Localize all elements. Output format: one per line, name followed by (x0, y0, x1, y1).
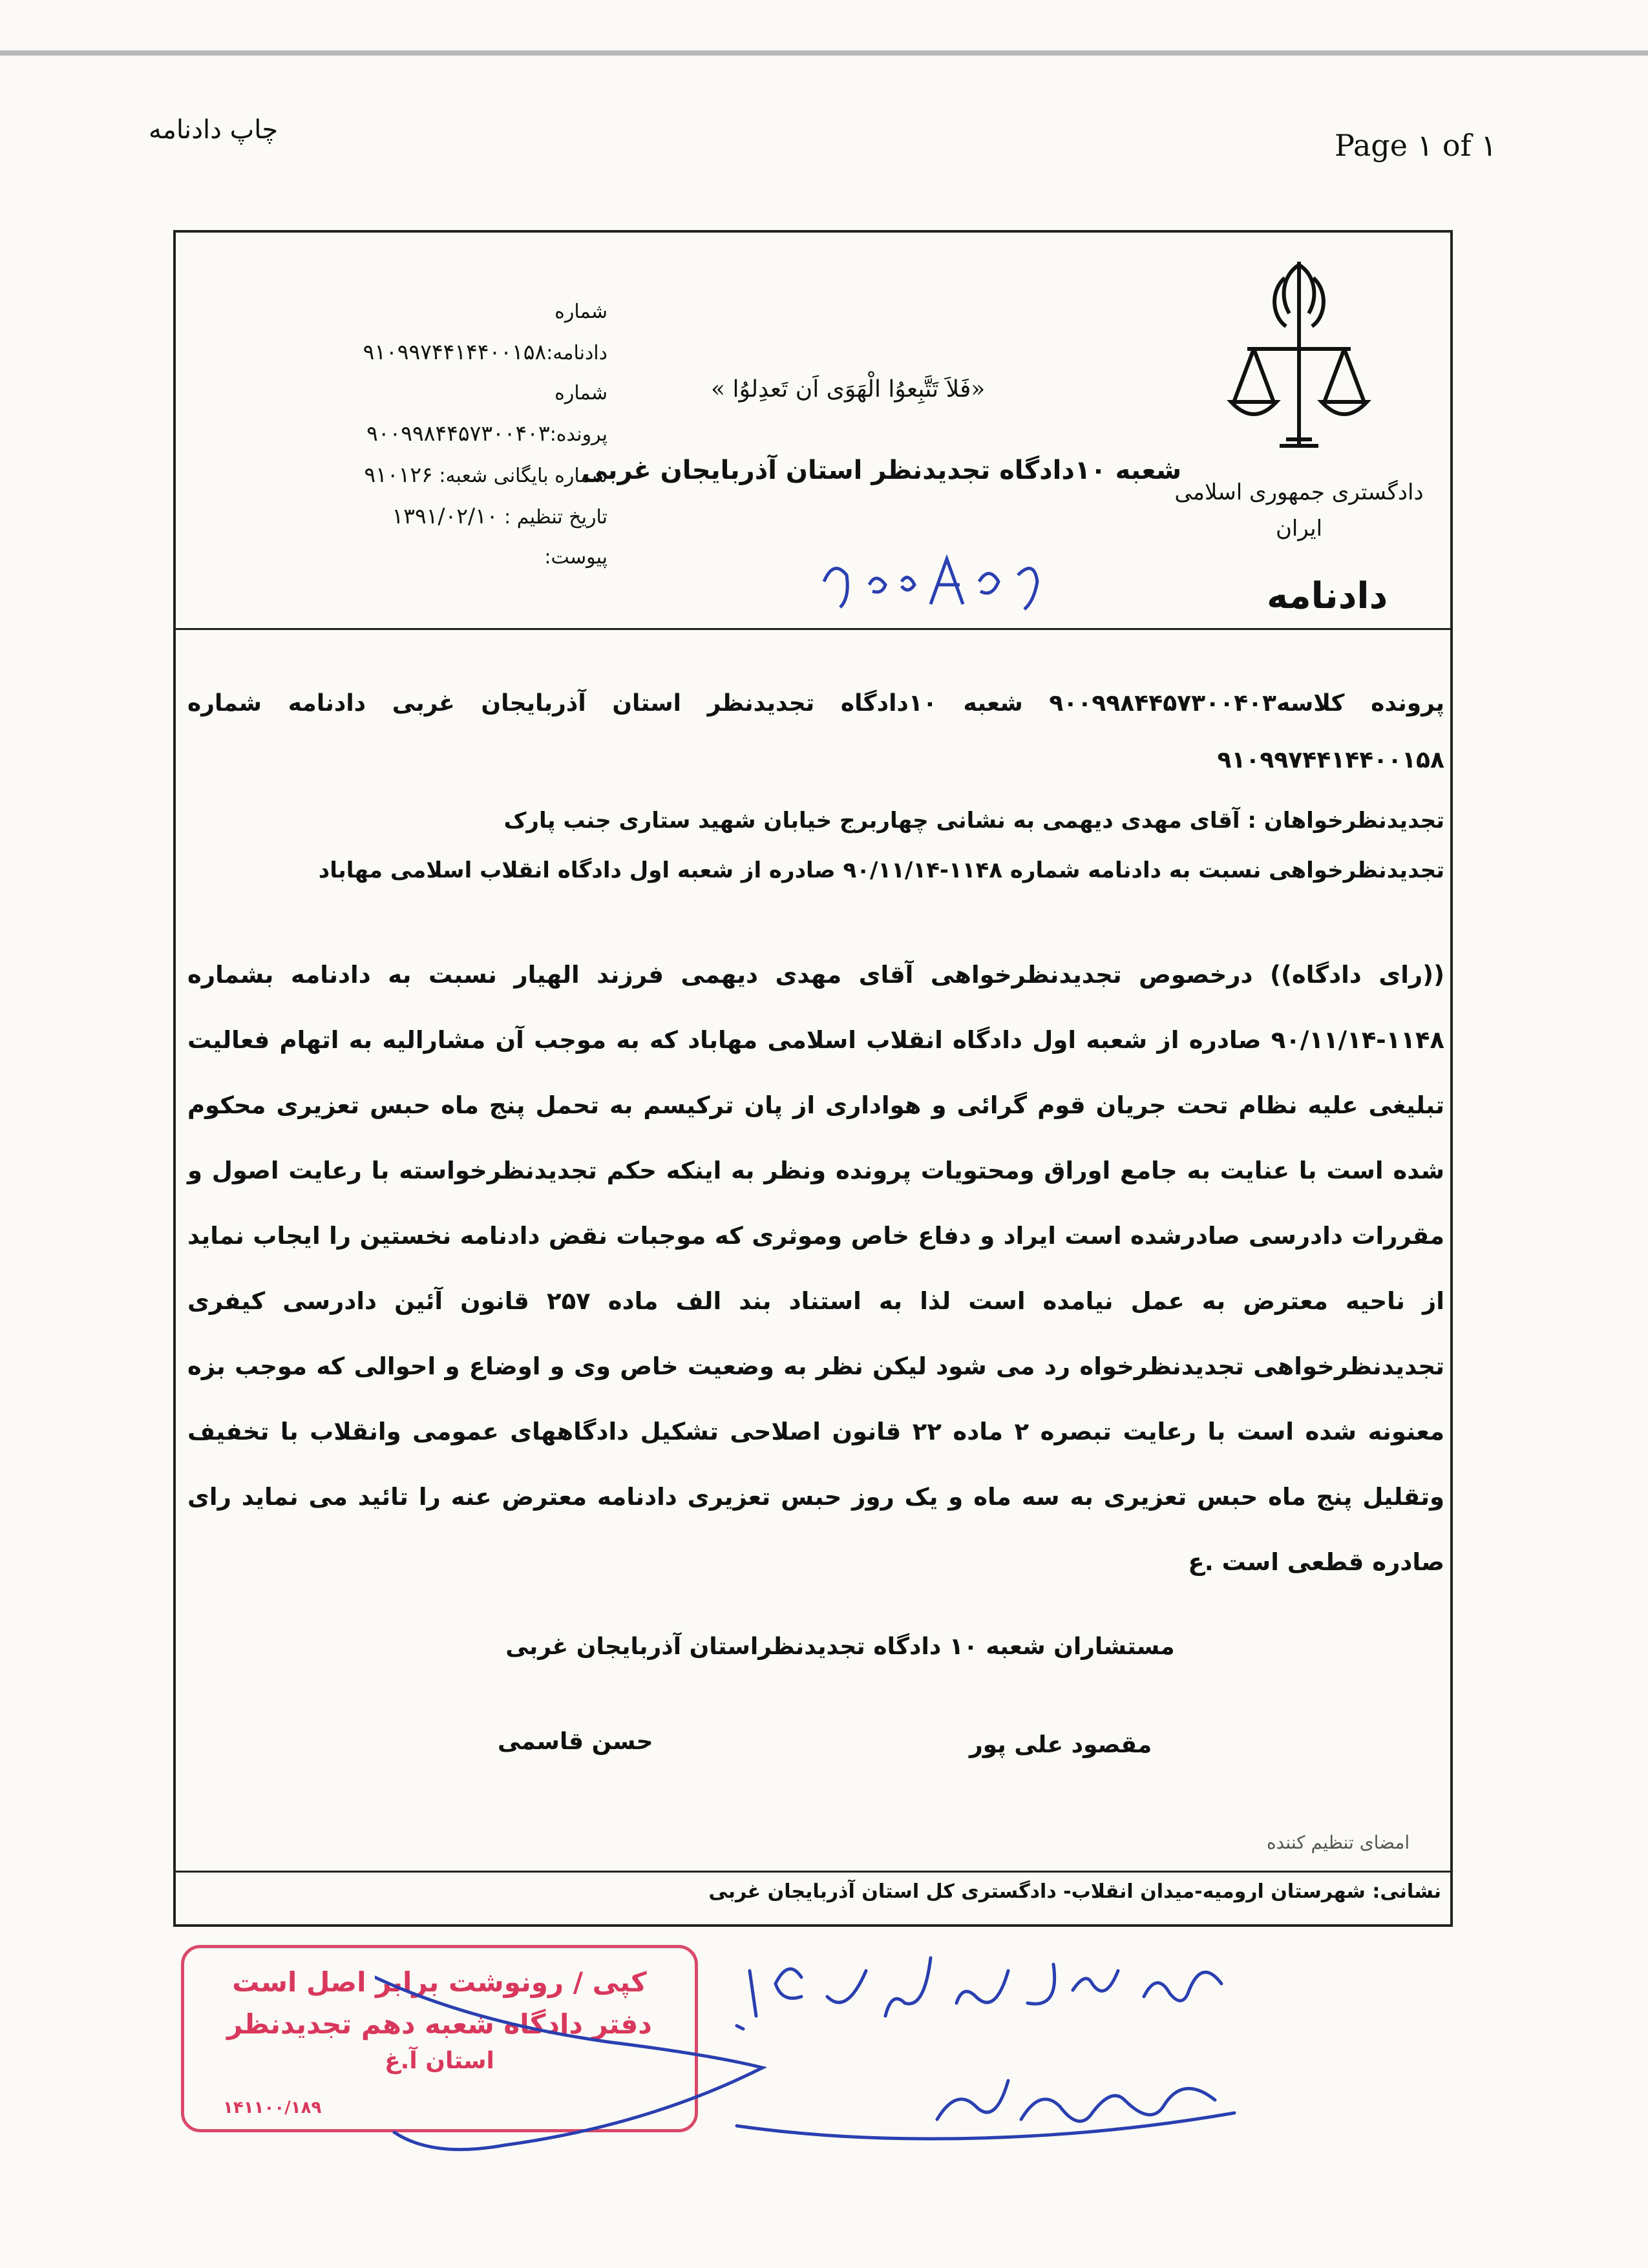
stamp-line-3: استان آ.غ (385, 2048, 494, 2074)
case-header: پرونده کلاسه۹۰۰۹۹۸۴۴۵۷۳۰۰۴۰۳ شعبه ۱۰دادگاه تجدیدنظر استان آذربایجان غربی دادنامه شماره ۹۱۰۹۹۷۴۴۱۴۴۰۰۱۵۸ (187, 690, 1445, 773)
stamp-line-2: دفتر دادگاه شعبه دهم تجدیدنظر (227, 2008, 652, 2040)
judiciary-line-2: ایران (1275, 516, 1323, 541)
document-type-label: دادنامه (1267, 575, 1388, 617)
stamp-number: ۱۴۱۱۰۰/۱۸۹ (223, 2098, 322, 2117)
info-date: تاریخ تنظیم : ۱۳۹۱/۰۲/۱۰ (392, 503, 607, 529)
judiciary-block (1163, 252, 1435, 547)
info-verdict-number: دادنامه:۹۱۰۹۹۷۴۴۱۴۴۰۰۱۵۸ (363, 339, 607, 364)
appellant-line: تجدیدنظرخواهان : آقای مهدی دیهمی به نشانی چهاربرج خیابان شهید ستاری جنب پارک (503, 808, 1444, 834)
scan-top-edge (0, 50, 1648, 56)
judiciary-line-1: دادگستری جمهوری اسلامی (1174, 479, 1424, 505)
court-title: شعبه ۱۰دادگاه تجدیدنظر استان آذربایجان غربی (582, 456, 1182, 485)
page-indicator: Page ۱ of ۱ (1335, 128, 1497, 163)
judge-name-left: حسن قاسمی (498, 1728, 653, 1755)
info-number-label: شماره (555, 300, 607, 323)
info-attachment: پیوست: (544, 546, 607, 569)
print-label: چاپ دادنامه (149, 115, 279, 145)
stamp-line-1: کپی / رونوشت برابر اصل است (232, 1966, 647, 1998)
info-archive-number: شماره بایگانی شعبه: ۹۱۰۱۲۶ (364, 462, 607, 487)
info-case-number: پرونده:۹۰۰۹۹۸۴۴۵۷۳۰۰۴۰۳ (366, 421, 607, 446)
advisors-title: مستشاران شعبه ۱۰ دادگاه تجدیدنظراستان آذربایجان غربی (505, 1633, 1175, 1660)
handwritten-signature (375, 1932, 1305, 2203)
appeal-subject-line: تجدیدنظرخواهی نسبت به دادنامه شماره ۱۱۴۸-۹۰/۱۱/۱۴ صادره از شعبه اول دادگاه انقلاب اسلامی مهاباد (318, 857, 1444, 883)
header-divider (173, 628, 1453, 630)
footer-divider (173, 1871, 1453, 1873)
document-info (246, 292, 607, 578)
judge-name-right: مقصود علی پور (969, 1732, 1152, 1758)
quran-verse: «فَلاَ تَتَّبِعوُا الْهَوَی اَن تَعدِلوُا » (711, 376, 986, 403)
info-number-label-2: شماره (555, 382, 607, 404)
handwritten-reference-number (811, 546, 1050, 614)
signature-label: امضای تنظیم کننده (1267, 1832, 1410, 1853)
court-address: نشانی: شهرستان ارومیه-میدان انقلاب- دادگستری کل استان آذربایجان غربی (708, 1880, 1441, 1903)
verdict-text: ((رای دادگاه)) درخصوص تجدیدنظرخواهی آقای مهدی دیهمی فرزند الهیار نسبت به دادنامه بشماره ۱۱۴۸-۹۰/۱۱/۱۴ صادره از شعبه اول دادگاه انقلاب اسلامی مهاباد که به موجب آن مشارالیه به اتهام فعالیت تبلیغی علیه نظام تحت جریان قوم گرائی و هواداری از پان ترکیسم به تحمل پنج ماه حبس تعزیری محکوم شده است با عنایت به جامع اوراق ومحتویات پرونده ونظر به اینکه حکم تجدیدنظرخواسته با رعایت اصول و مقررات دادرسی صادرشده است ایراد و دفاع خاص وموثری که موجبات نقض دادنامه نخستین را ایجاب نماید از ناحیه معترض به عمل نیامده است لذا به استناد بند الف ماده ۲۵۷ قانون آئین دادرسی کیفری تجدیدنظرخواهی تجدیدنظرخواه رد می شود لیکن نظر به وضعیت خاص وی و اوضاع و احوالی که موجب بزه معنونه شده است با رعایت تبصره ۲ ماده ۲۲ قانون اصلاحی تشکیل دادگاههای عمومی وانقلاب با تخفیف وتقلیل پنج ماه حبس تعزیری به سه ماه و یک روز حبس تعزیری دادنامه معترض عنه را تائید می نماید رای صادره قطعی است .ع (187, 961, 1444, 1576)
emblem-scales-icon (1221, 252, 1377, 465)
